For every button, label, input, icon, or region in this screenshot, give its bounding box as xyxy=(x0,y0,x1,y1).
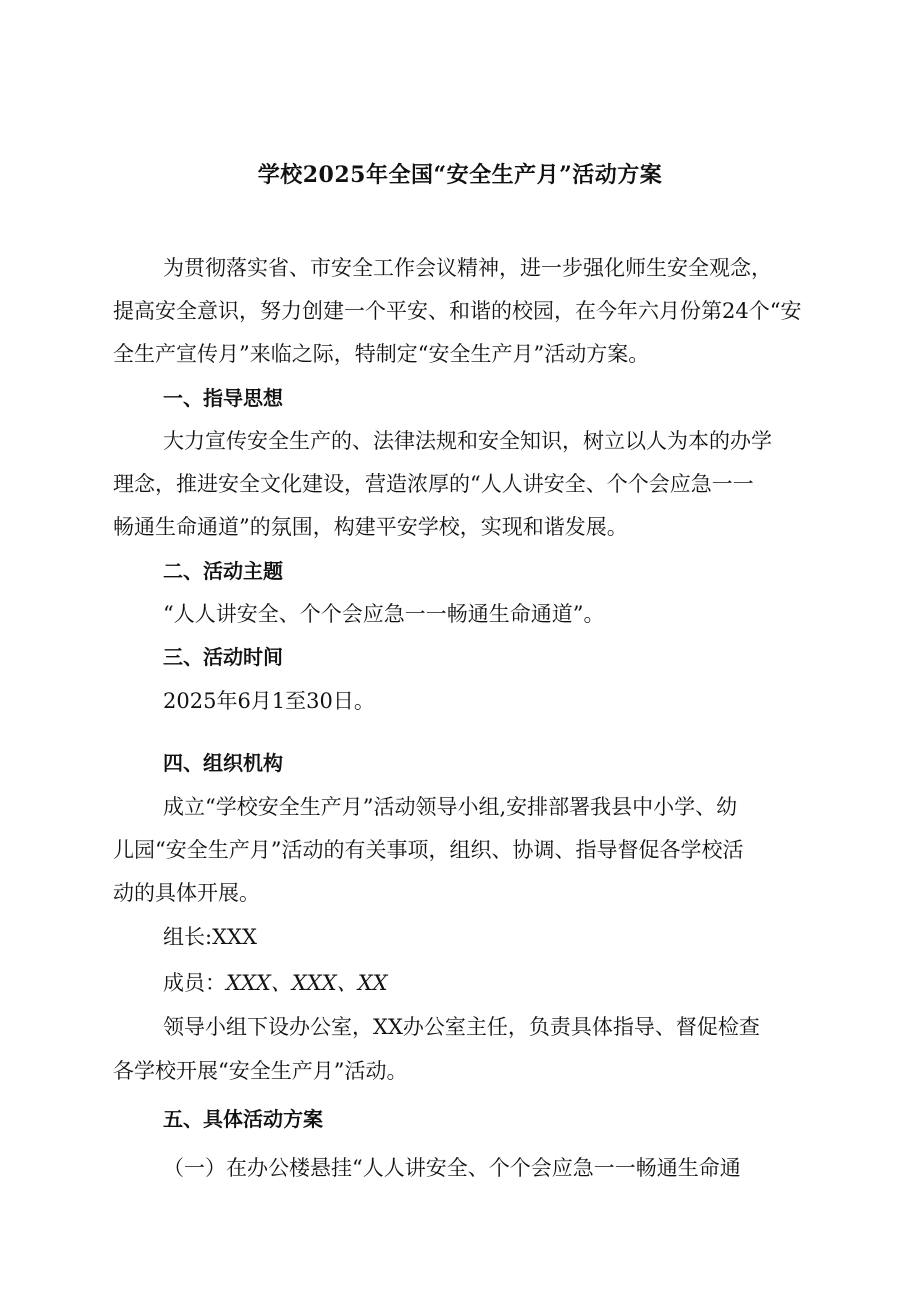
intro-line-2: 提高安全意识，努力创建一个平安、和谐的校园，在今年六月份第24个“安 xyxy=(113,299,802,323)
intro-line-3: 全生产宣传月”来临之际，特制定“安全生产月”活动方案。 xyxy=(113,342,650,366)
section-5-line-1: （一）在办公楼悬挂“人人讲安全、个个会应急一一畅通生命通 xyxy=(163,1156,741,1180)
section-1-line-1: 大力宣传安全生产的、法律法规和安全知识，树立以人为本的办学 xyxy=(163,429,772,453)
section-4-members xyxy=(163,968,883,998)
section-4-line-1: 成立“学校安全生产月”活动领导小组,安排部署我县中小学、幼 xyxy=(163,795,738,819)
members-label: 成员： xyxy=(163,971,226,995)
document-title: 学校2025年全国“安全生产月”活动方案 xyxy=(257,162,663,188)
section-1-line-3: 畅通生命通道”的氛围，构建平安学校，实现和谐发展。 xyxy=(113,515,628,539)
intro-line-1: 为贯彻落实省、市安全工作会议精神，进一步强化师生安全观念， xyxy=(163,256,772,280)
section-4-office-line-1: 领导小组下设办公室，XX办公室主任，负责具体指导、督促检查 xyxy=(163,1015,760,1039)
section-5-heading: 五、具体活动方案 xyxy=(163,1107,323,1131)
section-1-line-2: 理念，推进安全文化建设，营造浓厚的“人人讲安全、个个会应急一一 xyxy=(113,472,754,496)
section-4-heading: 四、组织机构 xyxy=(163,751,283,775)
section-3-heading: 三、活动时间 xyxy=(163,645,283,669)
section-2-heading: 二、活动主题 xyxy=(163,559,283,583)
section-2-line-1: “人人讲安全、个个会应急一一畅通生命通道”。 xyxy=(163,602,605,626)
section-4-line-3: 动的具体开展。 xyxy=(113,881,260,905)
section-1-heading: 一、指导思想 xyxy=(163,386,283,410)
section-4-line-2: 儿园“安全生产月”活动的有关事项，组织、协调、指导督促各学校活 xyxy=(113,838,744,862)
section-3-line-1: 2025年6月1至30日。 xyxy=(163,689,375,713)
members-value: XXX、XXX、XX xyxy=(226,971,388,995)
section-4-leader: 组长:XXX xyxy=(163,925,257,949)
section-4-office-line-2: 各学校开展“安全生产月”活动。 xyxy=(113,1059,408,1083)
